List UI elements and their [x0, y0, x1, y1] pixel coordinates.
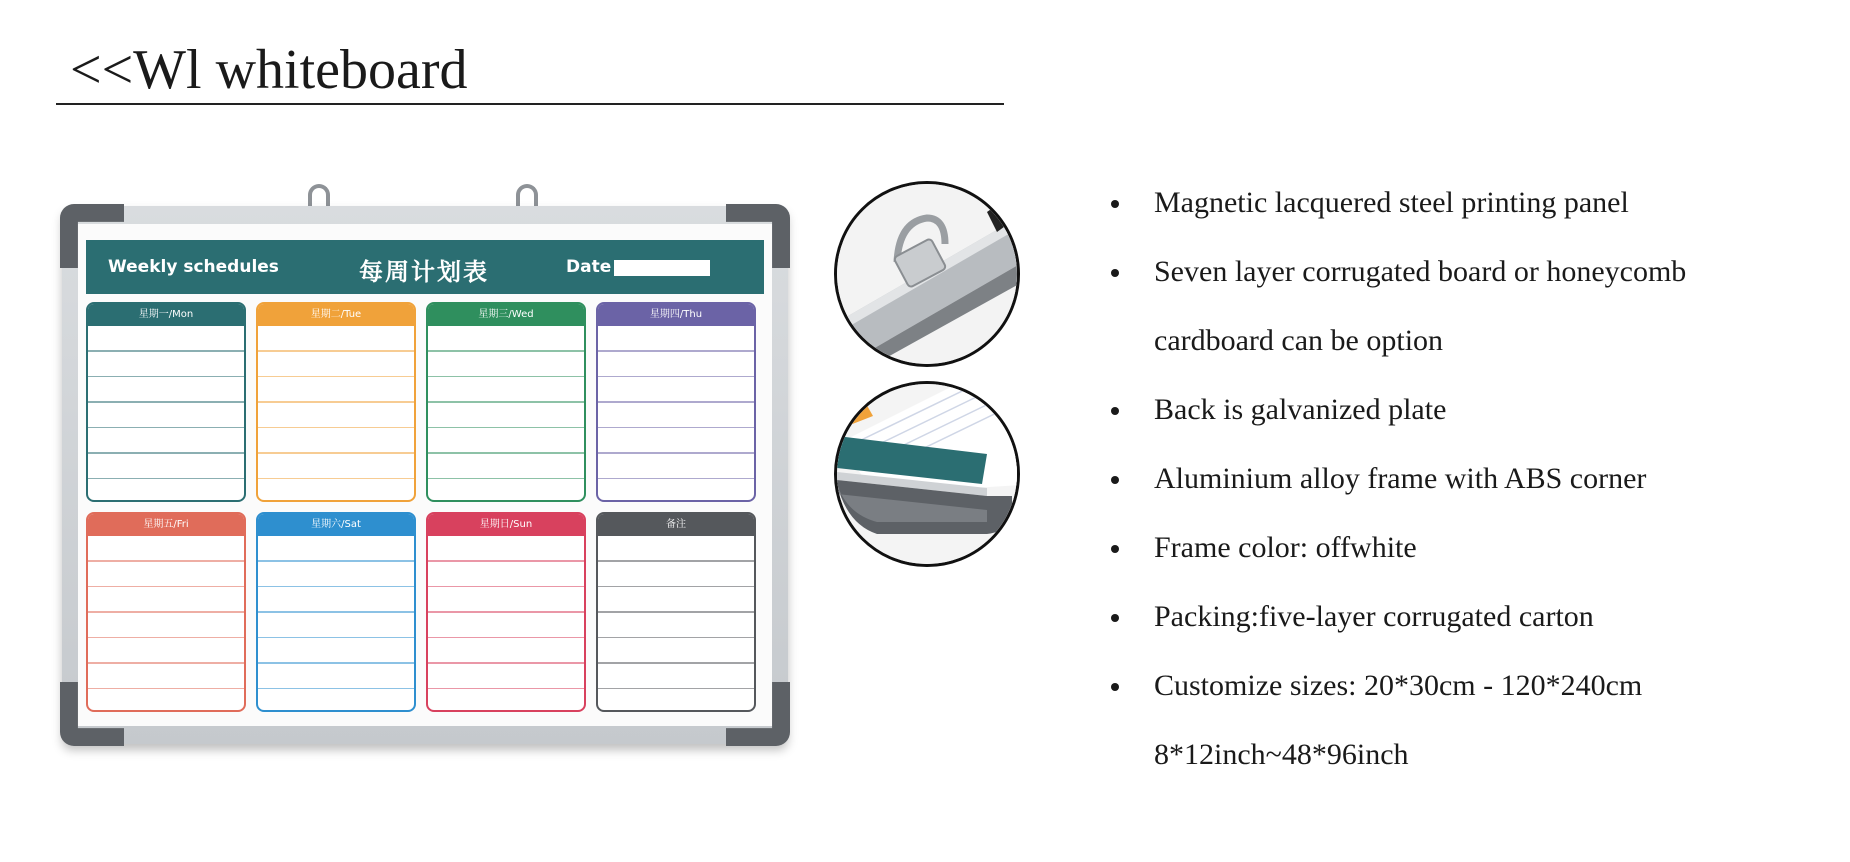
schedule-cell-label: 星期三/Wed	[428, 304, 584, 326]
header-left-text: Weekly schedules	[108, 257, 279, 277]
writing-line	[428, 560, 584, 562]
title-underline	[56, 103, 1004, 105]
bullet-icon	[1111, 476, 1119, 484]
writing-line	[258, 427, 414, 429]
schedule-cell	[86, 302, 246, 502]
writing-line	[88, 427, 244, 429]
schedule-cell	[596, 512, 756, 712]
schedule-cell-label: 星期四/Thu	[598, 304, 754, 326]
writing-line	[88, 688, 244, 690]
feature-text-continued: 8*12inch~48*96inch	[1154, 738, 1409, 771]
writing-line	[598, 427, 754, 429]
writing-line	[88, 452, 244, 454]
hook-detail-drawing	[837, 184, 1017, 364]
writing-line	[428, 478, 584, 480]
schedule-cell	[596, 302, 756, 502]
writing-line	[88, 586, 244, 588]
schedule-cell	[426, 512, 586, 712]
writing-line	[428, 637, 584, 639]
writing-line	[258, 637, 414, 639]
board-header	[86, 240, 764, 294]
corner-detail-image	[834, 381, 1020, 567]
writing-line	[88, 637, 244, 639]
writing-line	[258, 401, 414, 403]
writing-line	[258, 586, 414, 588]
writing-line	[598, 560, 754, 562]
header-date-label: Date	[566, 257, 612, 277]
schedule-cell-label: 星期一/Mon	[88, 304, 244, 326]
feature-text: Aluminium alloy frame with ABS corner	[1154, 462, 1647, 495]
writing-line	[258, 478, 414, 480]
schedule-cell	[256, 512, 416, 712]
writing-line	[598, 350, 754, 352]
hook-detail-image	[834, 181, 1020, 367]
feature-text: Packing:five-layer corrugated carton	[1154, 600, 1594, 633]
writing-line	[598, 586, 754, 588]
feature-text: Back is galvanized plate	[1154, 393, 1447, 426]
feature-text-continued: cardboard can be option	[1154, 324, 1444, 357]
writing-line	[88, 478, 244, 480]
writing-line	[428, 662, 584, 664]
writing-line	[88, 401, 244, 403]
bullet-icon	[1111, 683, 1119, 691]
feature-item	[1108, 168, 1686, 237]
header-center-text: 每周计划表	[359, 258, 489, 286]
writing-line	[598, 637, 754, 639]
writing-line	[88, 376, 244, 378]
bullet-icon	[1111, 200, 1119, 208]
board-panel	[78, 224, 772, 726]
writing-line	[88, 350, 244, 352]
feature-item	[1108, 651, 1686, 789]
schedule-cell-label: 星期五/Fri	[88, 514, 244, 536]
writing-line	[598, 662, 754, 664]
feature-text: Seven layer corrugated board or honeycomb	[1154, 255, 1687, 288]
writing-line	[598, 611, 754, 613]
hanging-hook	[516, 184, 538, 208]
writing-line	[428, 688, 584, 690]
writing-line	[258, 662, 414, 664]
writing-line	[88, 662, 244, 664]
schedule-cell	[256, 302, 416, 502]
writing-line	[258, 560, 414, 562]
feature-item	[1108, 375, 1686, 444]
writing-line	[88, 611, 244, 613]
writing-line	[598, 376, 754, 378]
feature-item	[1108, 582, 1686, 651]
writing-line	[258, 350, 414, 352]
bullet-icon	[1111, 269, 1119, 277]
feature-list	[1108, 168, 1686, 789]
feature-text: Customize sizes: 20*30cm - 120*240cm	[1154, 669, 1643, 702]
writing-line	[258, 376, 414, 378]
feature-text: Frame color: offwhite	[1154, 531, 1417, 564]
writing-line	[428, 350, 584, 352]
schedule-cell-label: 备注	[598, 514, 754, 536]
writing-line	[428, 401, 584, 403]
schedule-cell-label: 星期六/Sat	[258, 514, 414, 536]
date-box	[614, 260, 710, 276]
writing-line	[428, 376, 584, 378]
writing-line	[598, 688, 754, 690]
writing-line	[598, 478, 754, 480]
bullet-icon	[1111, 614, 1119, 622]
writing-line	[598, 452, 754, 454]
writing-line	[598, 401, 754, 403]
schedule-cell-label: 星期二/Tue	[258, 304, 414, 326]
writing-line	[428, 427, 584, 429]
writing-line	[428, 586, 584, 588]
hanging-hook	[308, 184, 330, 208]
writing-line	[258, 452, 414, 454]
feature-item	[1108, 237, 1686, 375]
feature-item	[1108, 513, 1686, 582]
feature-text: Magnetic lacquered steel printing panel	[1154, 186, 1629, 219]
page-title: <<Wl whiteboard	[70, 39, 468, 101]
writing-line	[428, 611, 584, 613]
schedule-cell	[86, 512, 246, 712]
whiteboard-image	[62, 206, 788, 744]
feature-item	[1108, 444, 1686, 513]
schedule-cell-label: 星期日/Sun	[428, 514, 584, 536]
schedule-cell	[426, 302, 586, 502]
bullet-icon	[1111, 545, 1119, 553]
writing-line	[258, 688, 414, 690]
writing-line	[258, 611, 414, 613]
writing-line	[428, 452, 584, 454]
corner-detail-drawing	[837, 384, 1017, 564]
bullet-icon	[1111, 407, 1119, 415]
writing-line	[88, 560, 244, 562]
